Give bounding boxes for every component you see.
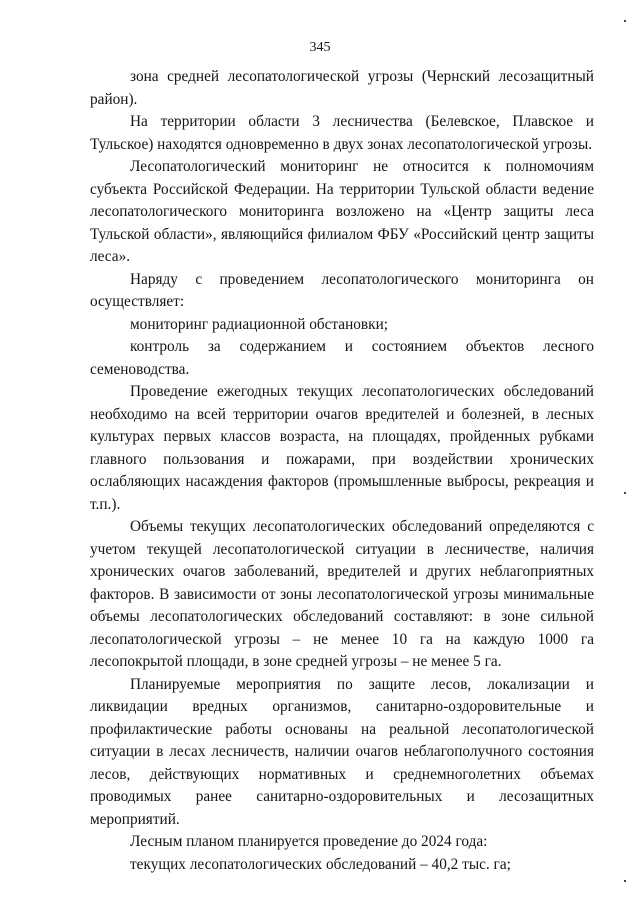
paragraph-three-forestries: На территории области 3 лесничества (Белевское, Плавское и Тульское) находятся одновременно в двух зонах лесопатологической угрозы.	[90, 113, 594, 153]
paragraph-planned-measures: Планируемые мероприятия по защите лесов, локализации и ликвидации вредных организмов, санитарно-оздоровительные и профилактические работы основаны на реальной лесопатологической ситуации в лесах лесничеств, наличии очагов неблагополучного состояния лесов, действующих нормативных и среднемноголетних объемах проводимых ранее санитарно-оздоровительных и лесозащитных мероприятий.	[90, 675, 594, 828]
scan-mark	[624, 880, 626, 882]
list-item-current-surveys: текущих лесопатологических обследований – 40,2 тыс. га;	[130, 855, 511, 873]
page-number: 345	[309, 40, 331, 55]
paragraph-monitoring-also: Наряду с проведением лесопатологического мониторинга он осуществляет:	[90, 270, 594, 310]
paragraph-survey-volumes: Объемы текущих лесопатологических обследований определяются с учетом текущей лесопатологической ситуации в лесничестве, наличия хронических очагов заболеваний, вредителей и других неблагоприятных факторов. В зависимости от зоны лесопатологической угрозы минимальные объемы лесопатологических обследований составляют: в зоне сильной лесопатологической угрозы – не менее 10 га на каждую 1000 га лесопокрытой площади, в зоне средней угрозы – не менее 5 га.	[90, 518, 594, 670]
paragraph-monitoring-authority: Лесопатологический мониторинг не относится к полномочиям субъекта Российской Федерации. На территории Тульской области ведение лесопатологического мониторинга возложено на «Центр защиты леса Тульской области», являющийся филиалом ФБУ «Российский центр защиты леса».	[90, 158, 594, 265]
list-item-seed-control: контроль за содержанием и состоянием объектов лесного семеноводства.	[90, 338, 594, 378]
list-item-radiation: мониторинг радиационной обстановки;	[130, 315, 389, 333]
scan-mark	[624, 492, 626, 494]
paragraph-forest-plan: Лесным планом планируется проведение до 2024 года:	[130, 833, 488, 850]
paragraph-annual-surveys: Проведение ежегодных текущих лесопатологических обследований необходимо на всей территории очагов вредителей и болезней, в лесных культурах первых классов возраста, на площадях, пройденных рубками главного пользования и пожарами, при воздействии хронических ослабляющих насаждения факторов (промышленные выбросы, рекреация и т.п.).	[90, 383, 594, 513]
paragraph-forest-zone-end: зона средней лесопатологической угрозы (Чернский лесозащитный район).	[90, 68, 594, 108]
scan-mark	[624, 20, 626, 22]
document-body	[90, 66, 594, 876]
